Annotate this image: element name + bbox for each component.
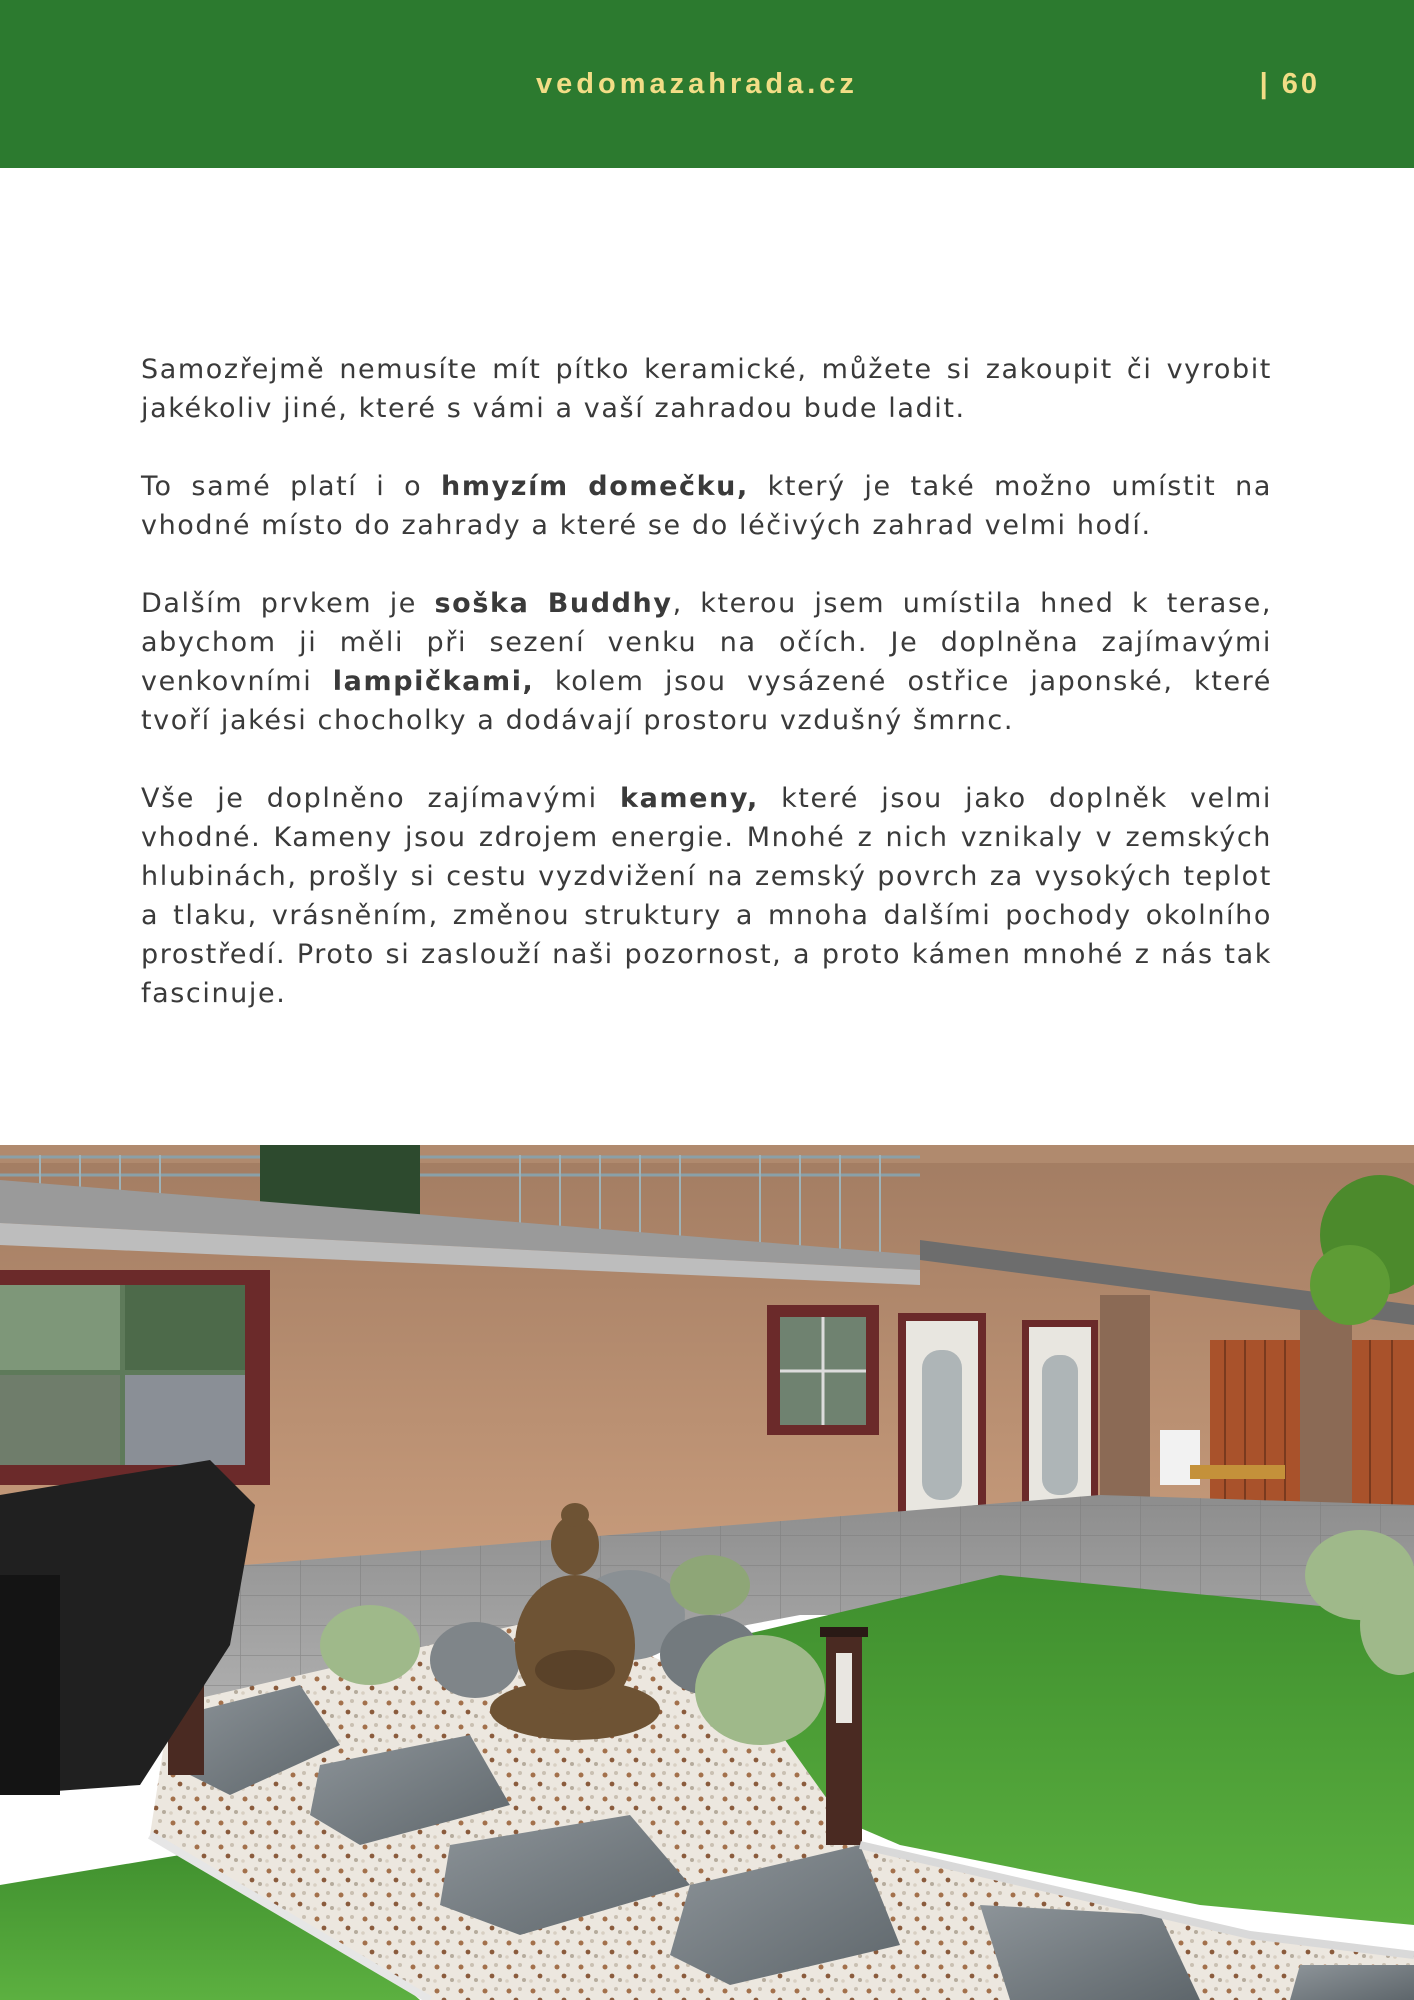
page-header — [0, 0, 1414, 168]
text-run: Vše je doplněno zajímavými — [141, 783, 621, 814]
text-run: Samozřejmě nemusíte mít pítko keramické, můžete si zakoupit či vyrobit jakékoliv jiné, které s vámi a vaší zahradou bude ladit. — [141, 354, 1272, 424]
bold-text-run: kameny, — [620, 783, 759, 814]
bold-text-run: soška Buddhy — [434, 588, 673, 619]
bold-text-run: hmyzím domečku, — [441, 471, 749, 502]
bold-text-run: lampičkami, — [332, 666, 535, 697]
text-run: To samé platí i o — [141, 471, 442, 502]
text-run: kolem jsou vysázené ostřice japonské, které tvoří jakési chocholky a dodávají prostoru vzdušný šmrnc. — [141, 666, 1272, 736]
paragraph — [141, 350, 1272, 428]
text-run: který je také možno umístit na vhodné místo do zahrady a které se do léčivých zahrad velmi hodí. — [141, 471, 1272, 541]
site-name: vedomazahrada.cz — [536, 68, 858, 100]
paragraph — [141, 779, 1272, 1013]
text-run: které jsou jako doplněk velmi vhodné. Kameny jsou zdrojem energie. Mnohé z nich vznikaly v zemských hlubinách, prošly si cestu vyzdvižení na zemský povrch za vysokých teplot a tlaku, vrásněním, změnou struktury a mnoha dalšími pochody okolního prostředí. Proto si zaslouží naši pozornost, a proto kámen mnohé z nás tak fascinuje. — [141, 783, 1272, 1009]
article-body — [141, 350, 1272, 1052]
paragraph — [141, 584, 1272, 740]
text-run: , kterou jsem umístila hned k terase, abychom ji měli při sezení venku na očích. Je doplněna zajímavými venkovními — [141, 588, 1273, 697]
garden-render-image — [0, 1145, 1414, 2000]
page-number: | 60 — [1259, 68, 1320, 100]
paragraph — [141, 467, 1272, 545]
text-run: Dalším prvkem je — [141, 588, 435, 619]
